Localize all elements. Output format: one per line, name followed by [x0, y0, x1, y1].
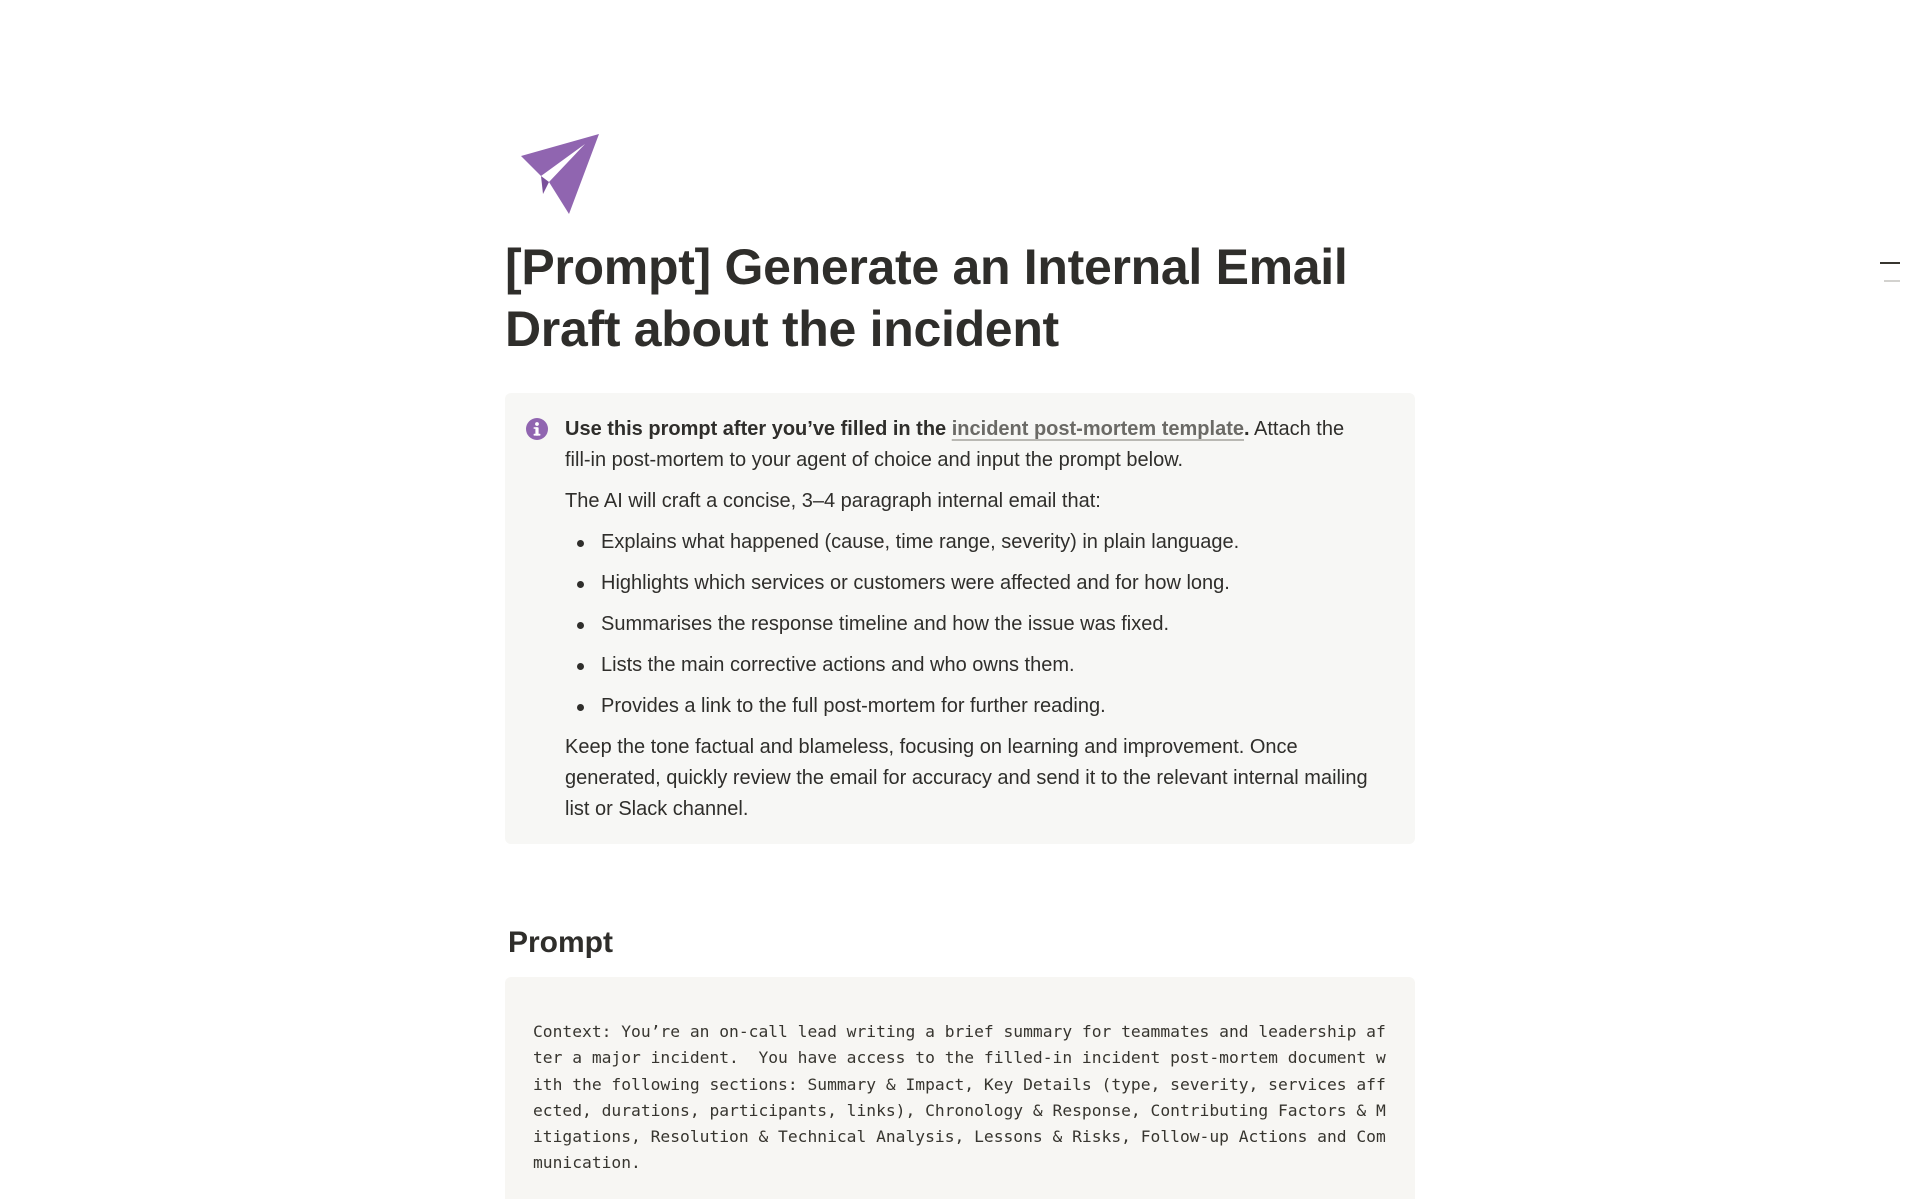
- callout-closing: Keep the tone factual and blameless, focusing on learning and improvement. Once generated, quickly review the email for accuracy and send it to the relevant internal mailing list or Slack channel.: [565, 736, 1368, 820]
- page-title[interactable]: [Prompt] Generate an Internal Email Draft about the incident: [505, 239, 1348, 357]
- prompt-code-block[interactable]: Context: You’re an on-call lead writing a brief summary for teammates and leadership after a major incident. You have access to the filled-in incident post-mortem document with the following sections: Summary & Impact, Key Details (type, severity, services affected, durations, participants, links), Chronology & Response, Contributing Factors & Mitigations, Resolution & Technical Analysis, Lessons & Risks, Follow-up Actions and Communication.: [505, 977, 1415, 1199]
- callout-intro-bold: Use this prompt after you’ve filled in the: [565, 418, 952, 440]
- info-icon: [525, 417, 549, 441]
- callout-intro: [565, 414, 1375, 476]
- toc-line: [1884, 280, 1900, 282]
- callout-intro-period: .: [1244, 418, 1250, 440]
- paper-plane-icon[interactable]: [519, 132, 603, 216]
- toc-line: [1880, 262, 1900, 264]
- post-mortem-template-link[interactable]: incident post-mortem template: [951, 418, 1244, 440]
- callout-lead: The AI will craft a concise, 3–4 paragraph internal email that:: [565, 490, 1101, 512]
- table-of-contents-icon[interactable]: [1880, 262, 1900, 282]
- list-item: Explains what happened (cause, time range, severity) in plain language.: [565, 527, 1375, 558]
- list-item: Provides a link to the full post-mortem for further reading.: [565, 691, 1375, 722]
- callout-intro-rest: Attach the fill-in post-mortem to your agent of choice and input the prompt below.: [565, 418, 1345, 471]
- list-item: Lists the main corrective actions and who owns them.: [565, 650, 1375, 681]
- list-item: Highlights which services or customers were affected and for how long.: [565, 568, 1375, 599]
- info-callout: [505, 393, 1415, 844]
- callout-bullet-list: [565, 527, 1375, 722]
- list-item: Summarises the response timeline and how the issue was fixed.: [565, 609, 1375, 640]
- prompt-heading[interactable]: Prompt: [508, 926, 613, 959]
